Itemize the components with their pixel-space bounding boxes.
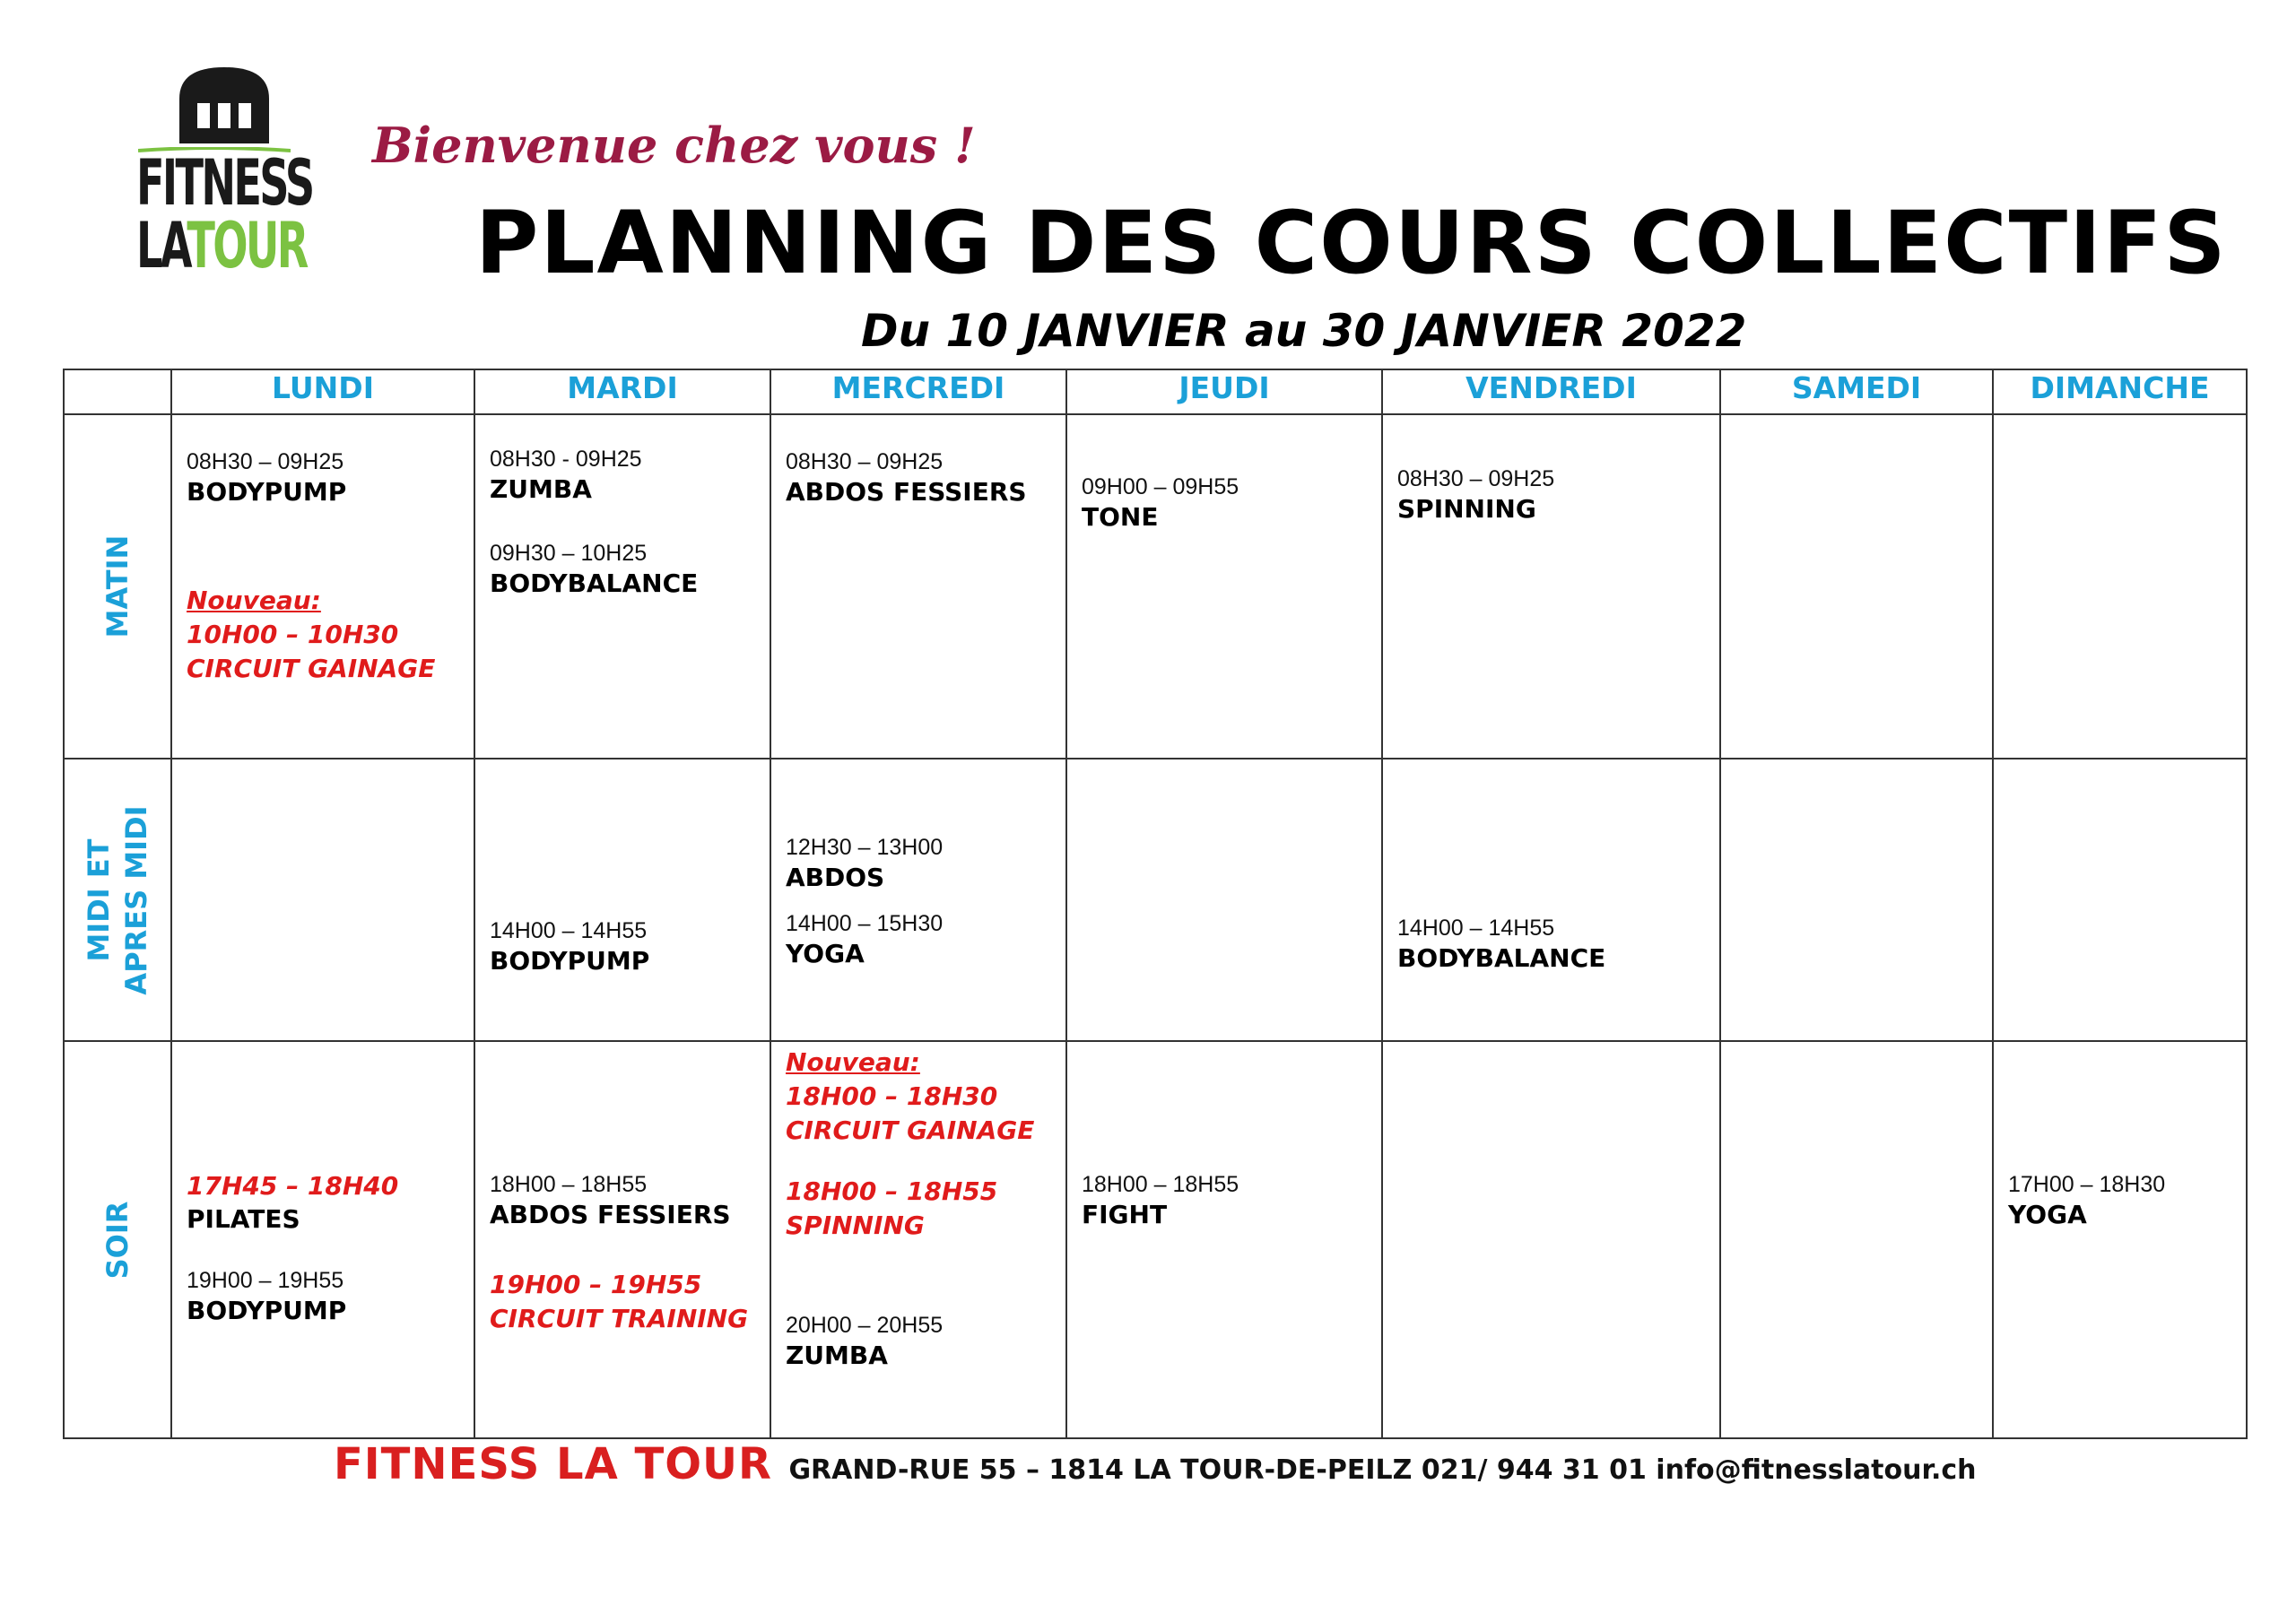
cell-midi-mercredi — [770, 759, 1066, 1041]
class-time: 18H00 – 18H55 — [490, 1172, 648, 1197]
class-time: 19H00 – 19H55 — [187, 1268, 344, 1293]
cell-midi-dimanche — [1993, 759, 2247, 1041]
cell-matin-samedi — [1720, 414, 1993, 759]
cell-soir-dimanche — [1993, 1041, 2247, 1438]
class-name: CIRCUIT TRAINING — [490, 1304, 749, 1333]
class-name: YOGA — [786, 939, 865, 968]
row-soir — [64, 1041, 2247, 1438]
class-name: BODYPUMP — [490, 946, 650, 976]
class-name: YOGA — [2008, 1200, 2087, 1229]
class-time: 14H00 – 14H55 — [490, 918, 648, 943]
class-time: 18H00 – 18H55 — [786, 1176, 998, 1206]
class-name: BODYPUMP — [187, 1296, 347, 1325]
class-time: 17H00 – 18H30 — [2008, 1172, 2166, 1197]
cell-matin-lundi — [171, 414, 474, 759]
footer-name: FITNESS LA TOUR — [334, 1439, 772, 1489]
logo-line1: FITNESS — [136, 146, 313, 220]
class-time: 09H00 – 09H55 — [1082, 474, 1239, 499]
cell-soir-mardi — [474, 1041, 770, 1438]
class-name: BODYBALANCE — [1397, 943, 1606, 973]
corner-cell — [64, 369, 171, 414]
logo-line2: LATOUR — [136, 209, 307, 282]
period-matin: MATIN — [64, 414, 171, 759]
day-vendredi: VENDREDI — [1382, 369, 1720, 414]
class-name: ABDOS FESSIERS — [786, 477, 1027, 507]
cell-soir-lundi — [171, 1041, 474, 1438]
class-time: 08H30 – 09H25 — [187, 449, 344, 474]
cell-matin-dimanche — [1993, 414, 2247, 759]
cell-matin-jeudi — [1066, 414, 1382, 759]
cell-matin-vendredi — [1382, 414, 1720, 759]
cell-soir-jeudi — [1066, 1041, 1382, 1438]
header-row — [64, 369, 2247, 414]
class-name: ABDOS — [786, 863, 885, 892]
day-lundi: LUNDI — [171, 369, 474, 414]
logo — [136, 56, 313, 282]
cell-midi-lundi — [171, 759, 474, 1041]
row-midi — [64, 759, 2247, 1041]
period-midi: MIDI ET APRES MIDI — [64, 759, 171, 1041]
class-time: 09H30 – 10H25 — [490, 541, 648, 566]
class-name: CIRCUIT GAINAGE — [786, 1115, 1035, 1145]
day-jeudi: JEUDI — [1066, 369, 1382, 414]
class-time: 10H00 – 10H30 — [187, 620, 399, 649]
class-name: PILATES — [187, 1204, 300, 1234]
schedule-table — [63, 369, 2248, 1439]
class-time: 14H00 – 15H30 — [786, 911, 944, 936]
footer — [334, 1439, 1977, 1489]
class-name: CIRCUIT GAINAGE — [187, 654, 436, 683]
cell-midi-mardi — [474, 759, 770, 1041]
class-name: BODYBALANCE — [490, 568, 699, 598]
new-label: Nouveau: — [786, 1047, 920, 1077]
castle-icon — [170, 63, 278, 152]
day-mardi: MARDI — [474, 369, 770, 414]
class-name: ZUMBA — [490, 474, 592, 504]
new-label: Nouveau: — [187, 586, 321, 615]
day-mercredi: MERCREDI — [770, 369, 1066, 414]
period-soir: SOIR — [64, 1041, 171, 1438]
cell-midi-samedi — [1720, 759, 1993, 1041]
cell-matin-mercredi — [770, 414, 1066, 759]
cell-soir-vendredi — [1382, 1041, 1720, 1438]
class-time: 18H00 – 18H55 — [1082, 1172, 1239, 1197]
class-name: ZUMBA — [786, 1341, 888, 1370]
class-name: TONE — [1082, 502, 1159, 532]
cell-matin-mardi — [474, 414, 770, 759]
welcome-text: Bienvenue chez vous ! — [372, 117, 976, 174]
class-name: FIGHT — [1082, 1200, 1168, 1229]
class-time: 18H00 – 18H30 — [786, 1081, 998, 1111]
class-name: SPINNING — [1397, 494, 1536, 524]
class-name: SPINNING — [786, 1211, 925, 1240]
class-time: 08H30 – 09H25 — [1397, 466, 1555, 491]
class-time: 14H00 – 14H55 — [1397, 916, 1555, 941]
day-samedi: SAMEDI — [1720, 369, 1993, 414]
class-time: 19H00 – 19H55 — [490, 1270, 702, 1299]
row-matin — [64, 414, 2247, 759]
class-time: 17H45 – 18H40 — [187, 1171, 399, 1201]
class-name: ABDOS FESSIERS — [490, 1200, 731, 1229]
class-time: 12H30 – 13H00 — [786, 835, 944, 860]
class-time: 08H30 – 09H25 — [786, 449, 944, 474]
page-title: PLANNING DES COURS COLLECTIFS — [475, 193, 2228, 293]
class-time: 20H00 – 20H55 — [786, 1313, 944, 1338]
cell-soir-samedi — [1720, 1041, 1993, 1438]
date-range: Du 10 JANVIER au 30 JANVIER 2022 — [861, 305, 1747, 357]
cell-midi-vendredi — [1382, 759, 1720, 1041]
class-time: 08H30 - 09H25 — [490, 447, 642, 472]
cell-midi-jeudi — [1066, 759, 1382, 1041]
cell-soir-mercredi — [770, 1041, 1066, 1438]
footer-address: GRAND-RUE 55 – 1814 LA TOUR-DE-PEILZ 021/ 944 31 01 info@fitnesslatour.ch — [788, 1454, 1977, 1486]
day-dimanche: DIMANCHE — [1993, 369, 2247, 414]
class-name: BODYPUMP — [187, 477, 347, 507]
